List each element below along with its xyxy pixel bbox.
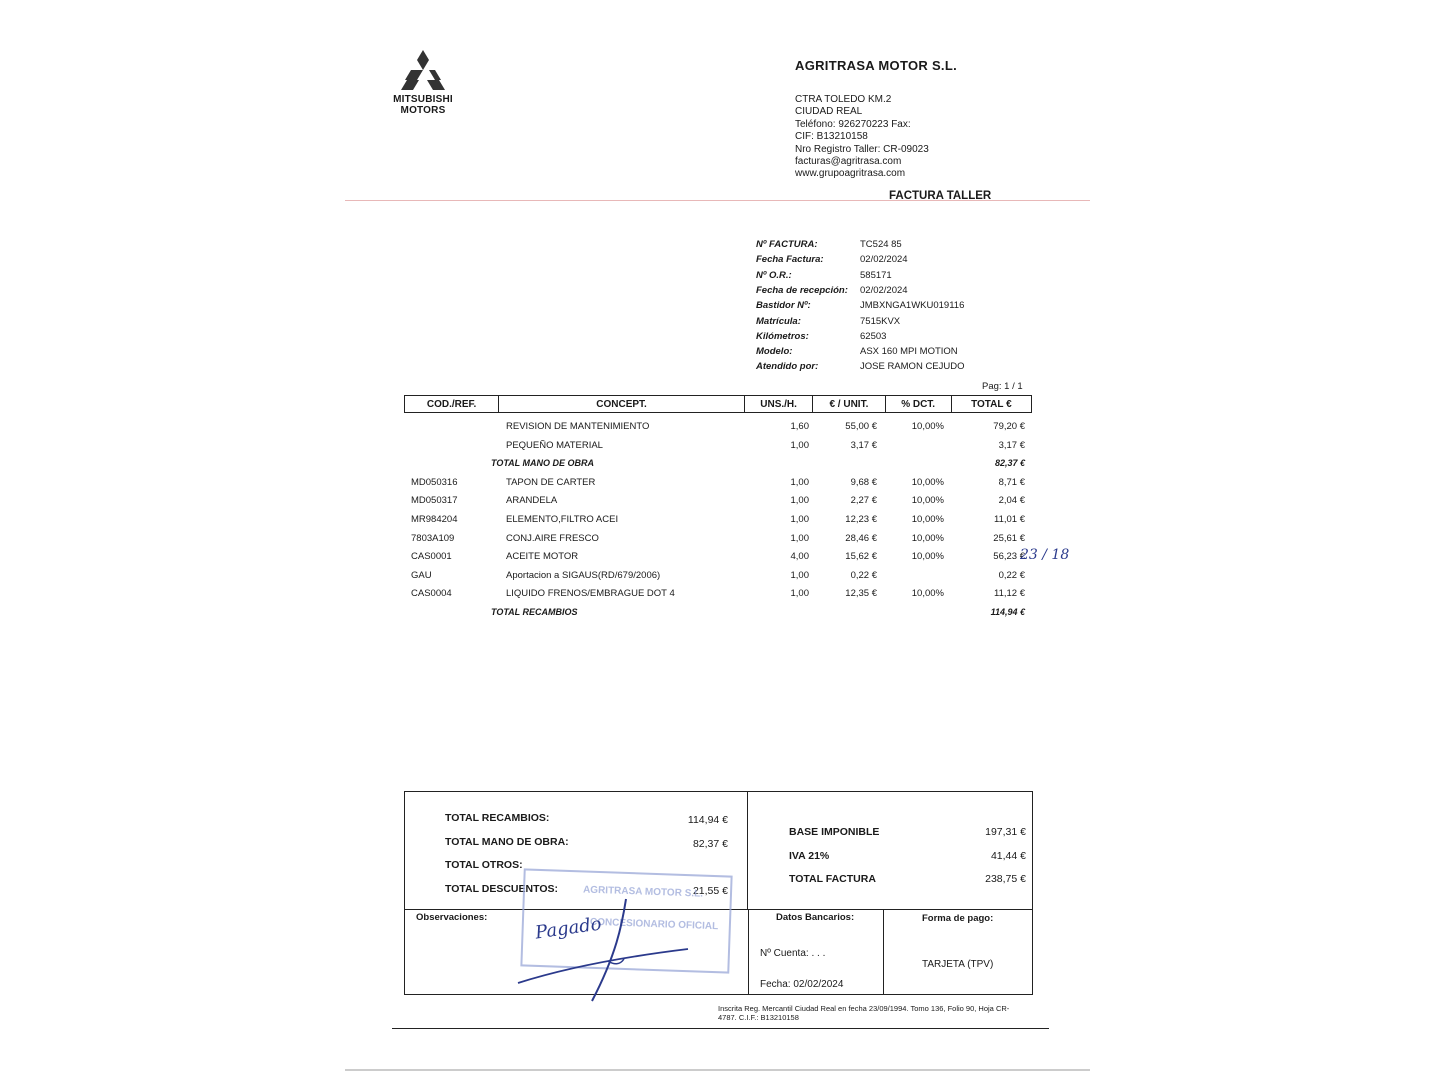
signature-text: Pagado bbox=[533, 913, 603, 944]
cell-concept: ELEMENTO,FILTRO ACEI bbox=[506, 514, 619, 525]
meta-label: Kilómetros: bbox=[756, 330, 809, 342]
cell-unit-price: 12,35 € bbox=[845, 588, 877, 600]
cell-discount: 10,00% bbox=[911, 514, 944, 525]
payment-method: TARJETA (TPV) bbox=[922, 959, 994, 970]
cell-discount: 10,00% bbox=[911, 532, 944, 544]
summary-value: 238,75 € bbox=[985, 873, 1026, 885]
address-line: CIUDAD REAL bbox=[795, 106, 863, 118]
meta-label: Atendido por: bbox=[756, 361, 819, 373]
col-units: UNS./H. bbox=[744, 396, 812, 413]
cell-discount: 10,00% bbox=[911, 588, 944, 600]
cell-units: 1,60 bbox=[790, 421, 809, 432]
cell-concept: REVISION DE MANTENIMIENTO bbox=[506, 421, 650, 432]
summary-value: 197,31 € bbox=[985, 826, 1026, 838]
summary-value: 82,37 € bbox=[692, 837, 728, 850]
meta-value: 02/02/2024 bbox=[860, 284, 908, 296]
cell-ref: MD050317 bbox=[411, 495, 458, 507]
cell-concept: ARANDELA bbox=[506, 495, 558, 507]
cell-ref: GAU bbox=[411, 569, 432, 581]
page-bottom-line bbox=[345, 1069, 1090, 1071]
logo-text: MITSUBISHI MOTORS bbox=[393, 94, 453, 116]
summary-value: 21,55 € bbox=[692, 884, 728, 897]
cell-total: 56,23 € bbox=[993, 551, 1025, 563]
summary-label: BASE IMPONIBLE bbox=[789, 826, 880, 838]
cell-unit-price: 0,22 € bbox=[850, 569, 877, 581]
items-table-header bbox=[404, 395, 1032, 413]
cell-unit-price: 55,00 € bbox=[845, 421, 877, 432]
cell-concept: ACEITE MOTOR bbox=[506, 551, 579, 563]
cell-total: 11,01 € bbox=[994, 514, 1025, 525]
cell-concept: TAPON DE CARTER bbox=[506, 476, 596, 488]
address-line: Teléfono: 926270223 Fax: bbox=[795, 118, 911, 130]
footer-line bbox=[392, 1028, 1049, 1029]
summary-label: TOTAL FACTURA bbox=[789, 873, 876, 885]
cell-unit-price: 15,62 € bbox=[845, 551, 877, 563]
labor-subtotal-label: TOTAL MANO DE OBRA bbox=[491, 458, 594, 469]
company-stamp: AGRITRASA MOTOR S.L. CONCESIONARIO OFICIAL bbox=[520, 868, 732, 973]
cell-unit-price: 12,23 € bbox=[845, 514, 877, 525]
cell-concept: CONJ.AIRE FRESCO bbox=[506, 532, 599, 544]
cell-concept: LIQUIDO FRENOS/EMBRAGUE DOT 4 bbox=[506, 588, 675, 600]
summary-value: 41,44 € bbox=[990, 849, 1026, 862]
cell-units: 1,00 bbox=[790, 476, 809, 488]
cell-units: 1,00 bbox=[790, 569, 809, 581]
company-address bbox=[795, 94, 929, 181]
handwritten-note: 23 / 18 bbox=[1020, 547, 1070, 563]
cell-units: 1,00 bbox=[790, 532, 809, 544]
address-line: Nro Registro Taller: CR-09023 bbox=[795, 143, 929, 155]
cell-concept: PEQUEÑO MATERIAL bbox=[506, 439, 603, 451]
meta-label: Bastidor Nº: bbox=[756, 300, 811, 312]
meta-label: Nº O.R.: bbox=[756, 269, 792, 281]
cell-units: 1,00 bbox=[790, 588, 809, 600]
meta-label: Matrícula: bbox=[756, 315, 801, 327]
summary-value: 114,94 € bbox=[687, 814, 728, 826]
meta-value: JOSE RAMON CEJUDO bbox=[860, 361, 965, 373]
cell-units: 4,00 bbox=[790, 551, 809, 563]
bank-label: Datos Bancarios: bbox=[776, 912, 855, 923]
col-unit-price: € / UNIT. bbox=[813, 396, 885, 413]
meta-label: Nº FACTURA: bbox=[756, 239, 818, 250]
meta-label: Fecha de recepción: bbox=[756, 284, 848, 296]
col-discount: % DCT. bbox=[885, 396, 951, 413]
parts-subtotal-value: 114,94 € bbox=[990, 607, 1025, 617]
cell-ref: MR984204 bbox=[411, 514, 458, 525]
cell-total: 25,61 € bbox=[993, 532, 1025, 544]
address-line: CIF: B13210158 bbox=[795, 131, 868, 143]
cell-unit-price: 28,46 € bbox=[845, 532, 877, 544]
signature-scribble-icon bbox=[512, 895, 692, 1005]
summary-divider bbox=[747, 791, 748, 909]
cell-unit-price: 3,17 € bbox=[850, 439, 877, 451]
cell-ref: CAS0001 bbox=[411, 551, 452, 563]
cell-units: 1,00 bbox=[790, 514, 809, 525]
cell-total: 2,04 € bbox=[998, 495, 1025, 507]
bank-divider-left bbox=[748, 909, 749, 995]
bank-date: Fecha: 02/02/2024 bbox=[760, 979, 844, 990]
payment-label: Forma de pago: bbox=[922, 913, 994, 924]
meta-value: 7515KVX bbox=[860, 315, 901, 327]
summary-label: TOTAL OTROS: bbox=[445, 859, 523, 871]
bank-account: Nº Cuenta: . . . bbox=[760, 948, 826, 959]
meta-value: 02/02/2024 bbox=[860, 254, 908, 266]
meta-value: 62503 bbox=[860, 330, 887, 342]
cell-total: 11,12 € bbox=[994, 588, 1025, 600]
cell-ref: MD050316 bbox=[411, 476, 458, 488]
cell-discount: 10,00% bbox=[911, 421, 944, 432]
observaciones-label: Observaciones: bbox=[416, 912, 488, 923]
cell-units: 1,00 bbox=[790, 495, 809, 507]
address-line: CTRA TOLEDO KM.2 bbox=[795, 94, 892, 105]
meta-label: Modelo: bbox=[756, 346, 793, 358]
cell-unit-price: 2,27 € bbox=[850, 495, 877, 507]
meta-value: 585171 bbox=[860, 269, 892, 281]
summary-label: TOTAL RECAMBIOS: bbox=[445, 812, 550, 824]
cell-unit-price: 9,68 € bbox=[850, 476, 877, 488]
page-number: Pag: 1 / 1 bbox=[982, 381, 1023, 392]
bank-divider-right bbox=[883, 909, 884, 995]
meta-value: ASX 160 MPI MOTION bbox=[860, 346, 958, 358]
meta-label: Fecha Factura: bbox=[756, 254, 824, 266]
summary-label: TOTAL DESCUENTOS: bbox=[445, 882, 558, 895]
meta-value: JMBXNGA1WKU019116 bbox=[860, 300, 965, 312]
col-concept: CONCEPT. bbox=[499, 396, 745, 413]
legal-footer: Inscrita Reg. Mercantil Ciudad Real en fecha 23/09/1994. Tomo 136, Folio 90, Hoja CR-4787. C.I.F.: B13210158 bbox=[718, 1004, 1010, 1022]
cell-total: 3,17 € bbox=[998, 439, 1025, 451]
cell-total: 0,22 € bbox=[998, 569, 1025, 581]
col-total: TOTAL € bbox=[951, 396, 1031, 413]
address-line: www.grupoagritrasa.com bbox=[795, 168, 906, 180]
cell-discount: 10,00% bbox=[911, 495, 944, 507]
cell-ref: CAS0004 bbox=[411, 588, 452, 600]
cell-total: 79,20 € bbox=[993, 421, 1025, 432]
meta-value: TC524 85 bbox=[860, 239, 902, 250]
document-title: FACTURA TALLER bbox=[889, 190, 992, 202]
cell-concept: Aportacion a SIGAUS(RD/679/2006) bbox=[506, 569, 661, 581]
cell-units: 1,00 bbox=[790, 439, 809, 451]
address-line: facturas@agritrasa.com bbox=[795, 156, 902, 168]
cell-total: 8,71 € bbox=[998, 476, 1025, 488]
mitsubishi-logo-icon bbox=[400, 50, 446, 92]
company-name: AGRITRASA MOTOR S.L. bbox=[795, 58, 957, 73]
cell-discount: 10,00% bbox=[911, 551, 944, 563]
summary-label: IVA 21% bbox=[789, 849, 830, 862]
cell-discount: 10,00% bbox=[911, 476, 944, 488]
labor-subtotal-value: 82,37 € bbox=[994, 458, 1025, 469]
col-ref: COD./REF. bbox=[405, 396, 499, 413]
cell-ref: 7803A109 bbox=[411, 532, 455, 544]
parts-subtotal-label: TOTAL RECAMBIOS bbox=[491, 607, 578, 617]
summary-label: TOTAL MANO DE OBRA: bbox=[445, 835, 569, 848]
